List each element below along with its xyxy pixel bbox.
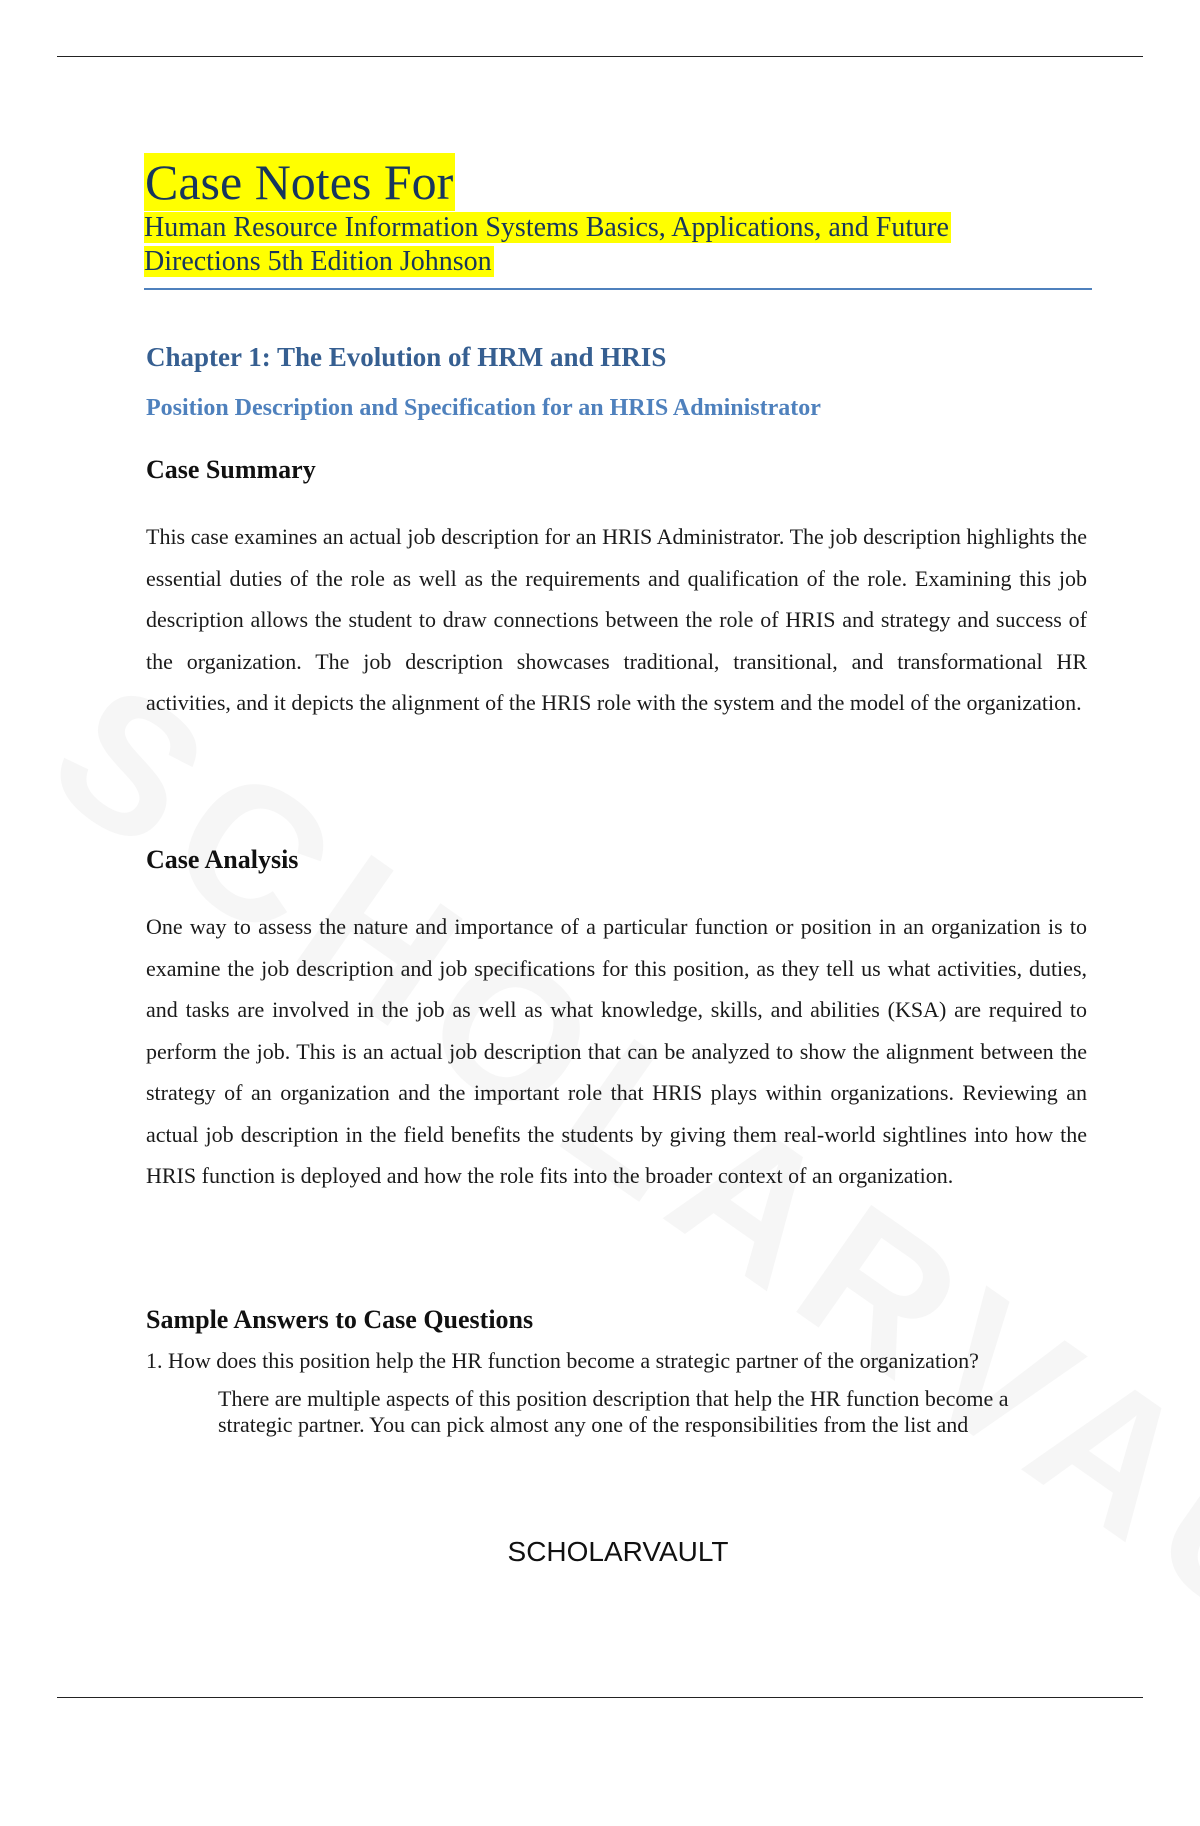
case-analysis-heading: Case Analysis: [146, 845, 299, 874]
document-subtitle: [144, 211, 1092, 279]
document-title: Case Notes For: [145, 154, 454, 210]
top-rule: [57, 56, 1143, 57]
question-1: 1. How does this position help the HR function become a strategic partner of the organization?: [146, 1348, 979, 1373]
subtitle-line-2: Directions 5th Edition Johnson: [144, 246, 492, 277]
answer-1: There are multiple aspects of this position description that help the HR function become a strategic partner. You can pick almost any one of the responsibilities from the list and: [218, 1386, 1009, 1437]
chapter-heading: Chapter 1: The Evolution of HRM and HRIS: [146, 342, 667, 372]
subtitle-line-1: Human Resource Information Systems Basics, Applications, and Future: [144, 212, 949, 243]
bottom-rule: [57, 1697, 1143, 1698]
title-block: [144, 153, 1092, 290]
sample-answers-heading: Sample Answers to Case Questions: [146, 1305, 534, 1334]
case-title: Position Description and Specification for an HRIS Administrator: [146, 395, 821, 421]
case-analysis-paragraph: One way to assess the nature and importance of a particular function or position in an organization is to examine the job description and job specifications for this position, as they tell us what activities, duties, and tasks are involved in the job as well as what knowledge, skills, and abilities (KSA) are required to perform the job. This is an actual job description that can be analyzed to show the alignment between the strategy of an organization and the important role that HRIS plays within organizations. Reviewing an actual job description in the field benefits the students by giving them real-world sightlines into how the HRIS function is deployed and how the role fits into the broader context of an organization.: [146, 914, 1087, 1188]
watermark: [15, 640, 1200, 1826]
case-summary-heading: Case Summary: [146, 455, 316, 484]
case-summary-paragraph: This case examines an actual job description for an HRIS Administrator. The job description highlights the essential duties of the role as well as the requirements and qualification of the role. Examining this job description allows the student to draw connections between the role of HRIS and strategy and success of the organization. The job description showcases traditional, transitional, and transformational HR activities, and it depicts the alignment of the HRIS role with the system and the model of the organization.: [146, 524, 1087, 715]
footer-brand: SCHOLARVAULT: [507, 1536, 729, 1567]
